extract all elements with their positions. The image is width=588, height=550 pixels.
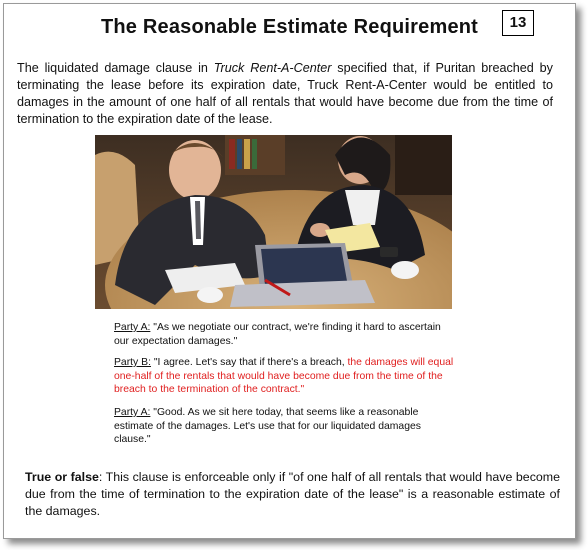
slide-title: The Reasonable Estimate Requirement xyxy=(100,16,479,38)
case-name: Truck Rent-A-Center xyxy=(213,61,332,75)
intro-text-1: The liquidated damage clause in xyxy=(17,61,214,75)
speaker-party-a: Party A: xyxy=(114,407,151,418)
intro-text-2: specified that, if Puritan breached by terminating the lease before its expiration date, Truck Rent-A-Center would be entitled to damages in the amount of one half of all rentals that would have become due from the time of termination to the expiration date of the lease. xyxy=(17,61,553,126)
dialog-line-party-a xyxy=(114,321,454,348)
dialog-box xyxy=(95,309,452,451)
intro-paragraph xyxy=(17,60,553,128)
speaker-party-b: Party B: xyxy=(114,357,151,368)
dialog-highlight-text: the damages will equal one-half of the rentals that would have become due from the time of the breach to the termination of the contract." xyxy=(114,357,454,396)
meeting-photo xyxy=(95,135,452,309)
dialog-line-party-a-2 xyxy=(114,406,454,447)
question-label: True or false xyxy=(25,470,99,484)
question-paragraph xyxy=(25,469,560,520)
dialog-text: "As we negotiate our contract, we're finding it hard to ascertain our expectation damages." xyxy=(114,322,441,347)
dialog-line-party-b xyxy=(114,356,454,397)
dialog-text: "I agree. Let's say that if there's a breach, xyxy=(150,357,348,368)
photo-illustration xyxy=(95,135,452,309)
slide xyxy=(3,3,576,539)
page-number-box: 13 xyxy=(502,10,534,36)
question-text: : This clause is enforceable only if "of one half of all rentals that would have become due from the time of termination to the expiration date of the lease" is a reasonable estimate of the damages. xyxy=(25,470,560,518)
dialog-text: "Good. As we sit here today, that seems like a reasonable estimate of the damages. Let's use that for our liquidated damages clause." xyxy=(114,407,421,446)
speaker-party-a: Party A: xyxy=(114,322,151,333)
